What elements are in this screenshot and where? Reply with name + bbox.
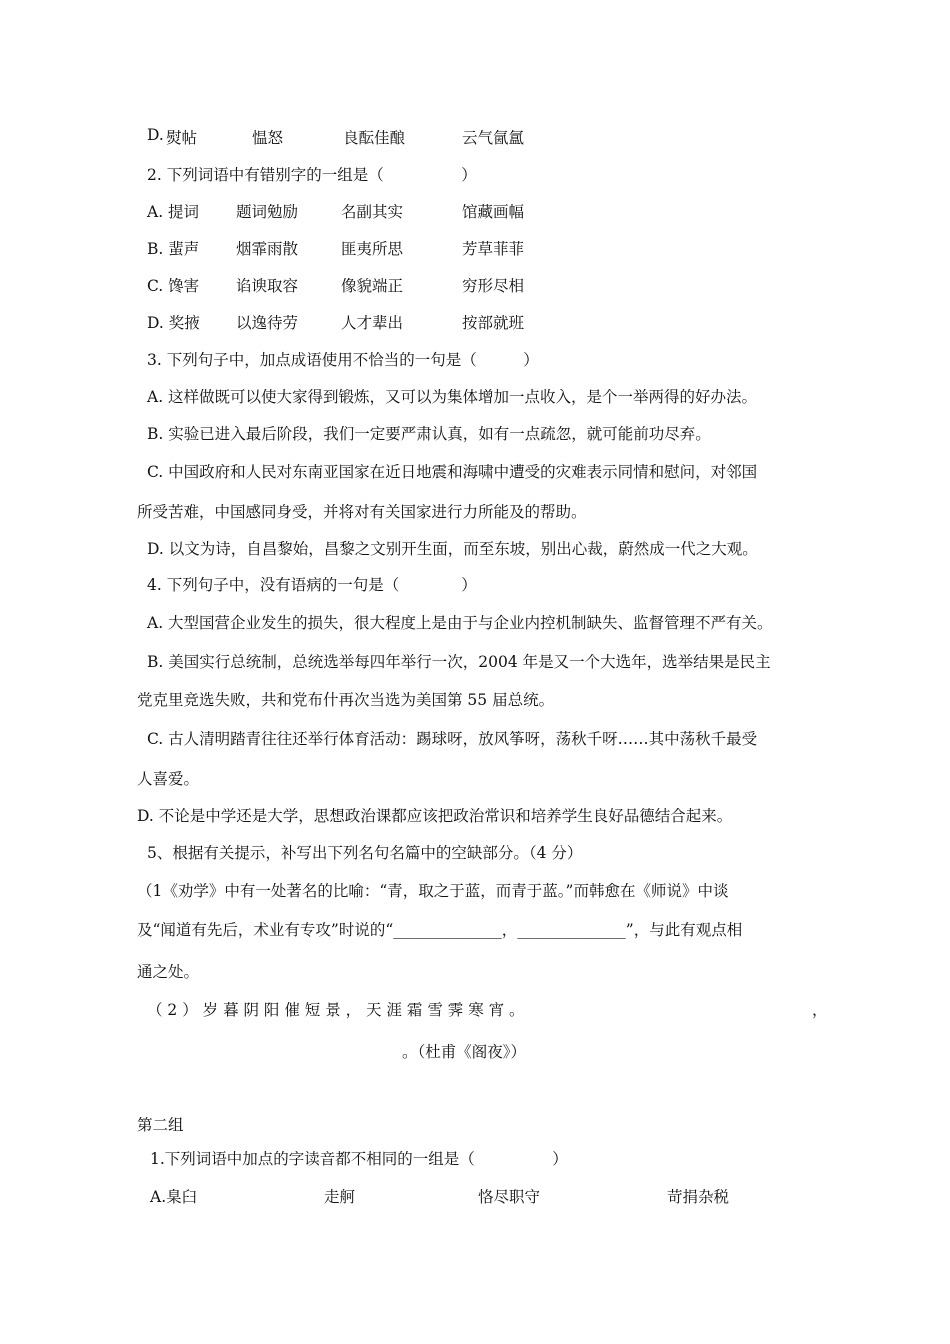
word: 云气氤氲: [462, 129, 525, 147]
q5-2-line2: 。（杜甫《阁夜》）: [402, 1043, 527, 1061]
word: 以逸待劳: [236, 314, 299, 332]
q3-option-c-line2: 所受苦难，中国感同身受，并将对有关国家进行力所能及的帮助。: [137, 503, 587, 521]
q3-option-d: D. 以文为诗，自昌黎始，昌黎之文别开生面，而至东坡，别出心裁，蔚然成一代之大观。: [147, 540, 758, 558]
word: 苛捐杂税: [667, 1188, 730, 1206]
word: 题词勉励: [236, 203, 299, 221]
q3-option-c-line1: C. 中国政府和人民对东南亚国家在近日地震和海啸中遭受的灾难表示同情和慰问，对邻国: [147, 463, 758, 481]
word: 按部就班: [462, 314, 525, 332]
word: 谄谀取容: [236, 277, 299, 295]
word: 恪尽职守: [478, 1188, 541, 1206]
word: 穷形尽相: [462, 277, 525, 295]
word: 烟霏雨散: [236, 240, 299, 258]
question-2: 2. 下列词语中有错别字的一组是（ ）: [147, 166, 477, 184]
q3-option-b: B. 实验已进入最后阶段，我们一定要严肃认真，如有一点疏忽，就可能前功尽弃。: [147, 425, 711, 443]
group2-question-1: 1.下列词语中加点的字读音都不相同的一组是（ ）: [150, 1150, 568, 1168]
word: 良酝佳酿: [343, 129, 406, 147]
word: 芳草菲菲: [462, 240, 525, 258]
section-heading-group-2: 第二组: [137, 1116, 184, 1134]
word: C. 馋害: [147, 277, 200, 295]
word: A. 提词: [147, 203, 200, 221]
word: 像貌端正: [341, 277, 404, 295]
q5-1-line3: 通之处。: [137, 963, 200, 981]
q4-option-d: D. 不论是中学还是大学，思想政治课都应该把政治常识和培养学生良好品德结合起来。: [137, 807, 733, 825]
q2-option-c: [0, 274, 950, 296]
word: 走舸: [324, 1188, 356, 1206]
q5-2-comma: ，: [812, 1001, 828, 1019]
word: D. 奖掖: [147, 314, 200, 332]
group2-q1-option-a: [0, 1185, 950, 1207]
word: 熨帖: [166, 129, 198, 147]
word: 名副其实: [341, 203, 404, 221]
q4-option-c-line2: 人喜爱。: [137, 770, 200, 788]
q5-1-line2: 及“闻道有先后，术业有专攻”时说的“______________，______________”，与此有观点相: [137, 921, 743, 939]
question-4: 4. 下列句子中，没有语病的一句是（ ）: [147, 576, 477, 594]
q4-option-c-line1: C. 古人清明踏青往往还举行体育活动：踢球呀，放风筝呀，荡秋千呀……其中荡秋千最受: [147, 730, 758, 748]
word: B. 蜚声: [147, 240, 200, 258]
q2-option-b: [0, 237, 950, 259]
question-3: 3. 下列句子中，加点成语使用不恰当的一句是（ ）: [147, 351, 539, 369]
q5-2-line1: （ 2 ） 岁 暮 阴 阳 催 短 景 ， 天 涯 霜 雪 霁 寒 宵 。: [147, 1001, 525, 1019]
word: 馆藏画幅: [462, 203, 525, 221]
word: A.臬臼: [150, 1188, 198, 1206]
option-label: D.: [147, 126, 164, 144]
word: 人才辈出: [341, 314, 404, 332]
q4-option-b-line1: B. 美国实行总统制，总统选举每四年举行一次，2004 年是又一个大选年，选举结果是民主: [147, 653, 771, 671]
word: 愠怒: [252, 129, 284, 147]
q1-option-d: [0, 126, 950, 148]
q2-option-a: [0, 200, 950, 222]
q3-option-a: A. 这样做既可以使大家得到锻炼，又可以为集体增加一点收入，是个一举两得的好办法。: [147, 388, 758, 406]
q2-option-d: [0, 311, 950, 333]
question-5: 5、根据有关提示，补写出下列名句名篇中的空缺部分。（4 分）: [147, 844, 583, 862]
q4-option-a: A. 大型国营企业发生的损失，很大程度上是由于与企业内控机制缺失、监督管理不严有关。: [147, 614, 773, 632]
q4-option-b-line2: 党克里竞选失败，共和党布什再次当选为美国第 55 届总统。: [137, 691, 555, 709]
q5-1-line1: （1《劝学》中有一处著名的比喻：“青，取之于蓝，而青于蓝。”而韩愈在《师说》中谈: [137, 882, 729, 900]
word: 匪夷所思: [341, 240, 404, 258]
